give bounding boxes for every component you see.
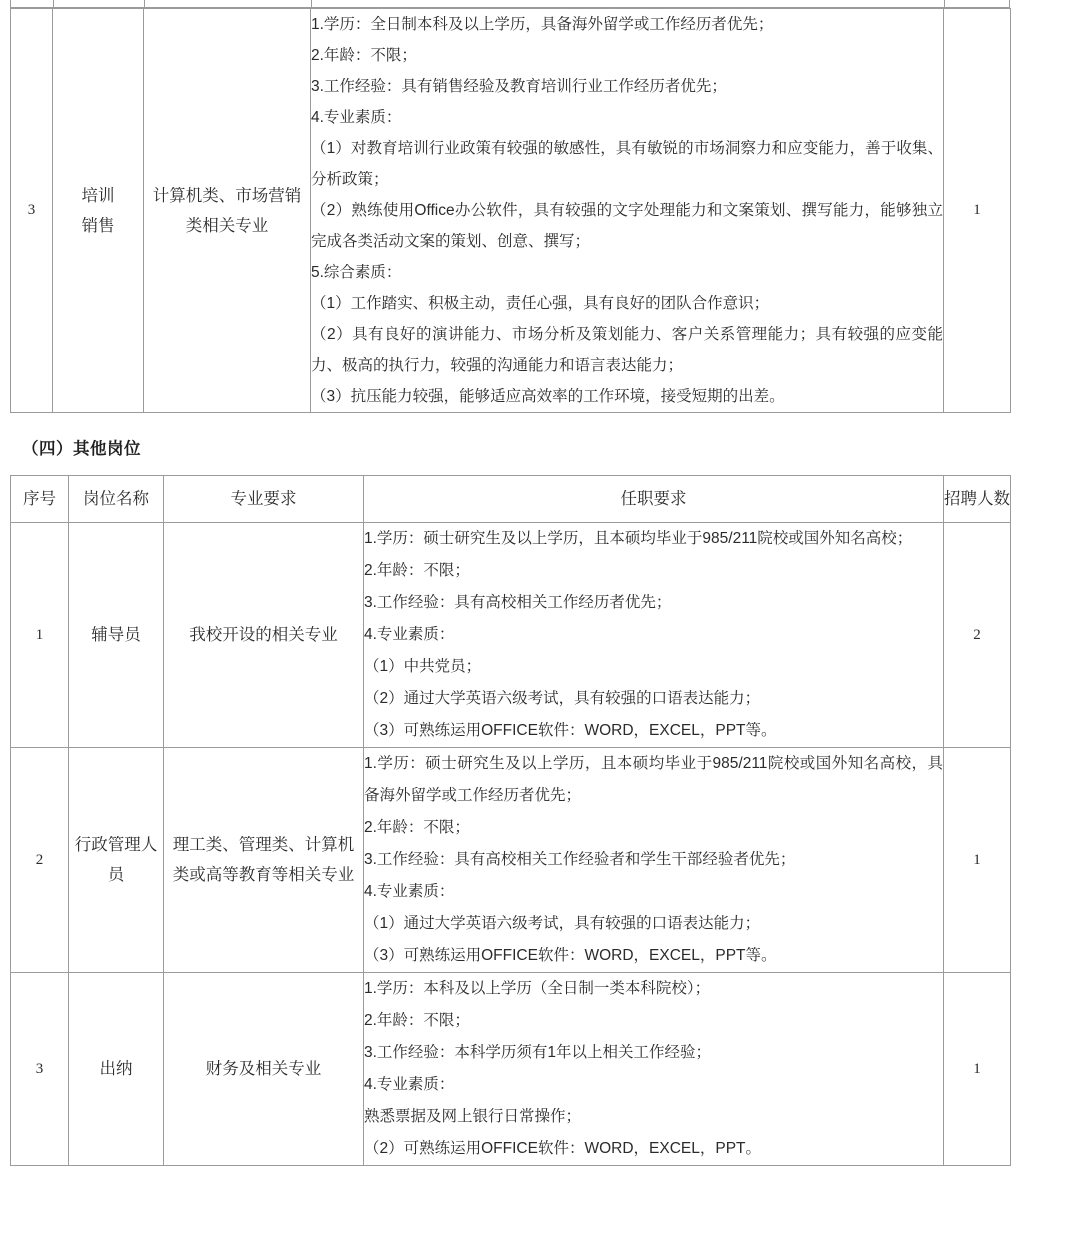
job-requirement-cell xyxy=(364,748,944,973)
post-name-line-2: 员 xyxy=(107,866,125,884)
requirement-line: （2）通过大学英语六级考试，具有较强的口语表达能力； xyxy=(364,690,761,707)
requirement-line: （1）工作踏实、积极主动，责任心强，具有良好的团队合作意识； xyxy=(311,295,770,312)
job-requirement-cell xyxy=(364,523,944,748)
requirement-line: （1）通过大学英语六级考试，具有较强的口语表达能力； xyxy=(364,915,761,932)
row-index: 3 xyxy=(11,973,69,1166)
major-requirement xyxy=(144,9,311,413)
post-name xyxy=(53,9,144,413)
table-row xyxy=(11,973,1011,1166)
header-count: 招聘人数 xyxy=(944,476,1011,523)
requirement-line: （1）对教育培训行业政策有较强的敏感性，具有敏锐的市场洞察力和应变能力，善于收集、分析政策； xyxy=(311,140,943,188)
table-header-row xyxy=(11,476,1011,523)
requirement-line: 4.专业素质： xyxy=(364,883,455,900)
requirement-line: 2.年龄：不限； xyxy=(364,1012,470,1029)
table-row xyxy=(11,523,1011,748)
requirement-line: 1.学历：硕士研究生及以上学历，且本硕均毕业于985/211院校或国外知名高校，具备海外留学或工作经历者优先； xyxy=(364,755,943,804)
requirement-line: 2.年龄：不限； xyxy=(364,819,470,836)
post-name xyxy=(69,523,164,748)
requirement-line: （2）具有良好的演讲能力、市场分析及策划能力、客户关系管理能力；具有较强的应变能力、极高的执行力，较强的沟通能力和语言表达能力； xyxy=(311,326,943,374)
requirement-line: （3）可熟练运用OFFICE软件：WORD，EXCEL，PPT等。 xyxy=(364,722,777,739)
requirement-line: 3.工作经验：具有高校相关工作经验者和学生干部经验者优先； xyxy=(364,851,796,868)
table-one-previous-row-edge xyxy=(10,0,1010,8)
requirement-line: （1）中共党员； xyxy=(364,658,482,675)
requirement-line: （3）抗压能力较强，能够适应高效率的工作环境，接受短期的出差。 xyxy=(311,388,785,405)
table-row xyxy=(11,9,1011,413)
post-name-line-1: 培训 xyxy=(81,186,115,205)
major-line-1: 理工类、管理类、计算机 xyxy=(172,836,355,854)
major-line-2: 类相关专业 xyxy=(185,216,269,235)
post-name-line-1: 辅导员 xyxy=(91,626,141,644)
post-name-line-1: 行政管理人 xyxy=(74,836,158,854)
header-requirement: 任职要求 xyxy=(364,476,944,523)
requirement-line: 4.专业素质： xyxy=(364,626,455,643)
requirement-line: 3.工作经验：具有销售经验及教育培训行业工作经历者优先； xyxy=(311,78,727,95)
requirement-line: 4.专业素质： xyxy=(364,1076,455,1093)
requirement-line: （2）熟练使用Office办公软件，具有较强的文字处理能力和文案策划、撰写能力，能够独立完成各类活动文案的策划、创意、撰写； xyxy=(311,202,943,250)
job-table-continuation xyxy=(10,8,1011,413)
requirement-line: 1.学历：硕士研究生及以上学历，且本硕均毕业于985/211院校或国外知名高校； xyxy=(364,530,913,547)
row-index: 3 xyxy=(11,9,53,413)
recruit-count: 1 xyxy=(944,973,1011,1166)
post-name xyxy=(69,748,164,973)
job-requirement-cell xyxy=(311,9,944,413)
requirement-line: 熟悉票据及网上银行日常操作； xyxy=(364,1108,582,1125)
requirement-line: 2.年龄：不限； xyxy=(311,47,417,64)
post-name xyxy=(69,973,164,1166)
major-requirement xyxy=(164,973,364,1166)
section-heading: （四）其他岗位 xyxy=(22,440,141,458)
header-major: 专业要求 xyxy=(164,476,364,523)
major-line-1: 财务及相关专业 xyxy=(205,1060,322,1078)
table-row xyxy=(11,748,1011,973)
requirement-line: （2）可熟练运用OFFICE软件：WORD，EXCEL，PPT。 xyxy=(364,1140,761,1157)
header-post: 岗位名称 xyxy=(69,476,164,523)
post-name-line-1: 出纳 xyxy=(99,1060,133,1078)
other-positions-table xyxy=(10,475,1011,1166)
requirement-line: 3.工作经验：本科学历须有1年以上相关工作经验； xyxy=(364,1044,712,1061)
job-requirement-cell xyxy=(364,973,944,1166)
requirement-line: 2.年龄：不限； xyxy=(364,562,470,579)
row-index: 2 xyxy=(11,748,69,973)
requirement-line: 3.工作经验：具有高校相关工作经历者优先； xyxy=(364,594,672,611)
major-line-1: 计算机类、市场营销 xyxy=(152,186,302,205)
requirement-line: 1.学历：全日制本科及以上学历，具备海外留学或工作经历者优先； xyxy=(311,16,774,33)
major-line-1: 我校开设的相关专业 xyxy=(189,626,338,644)
post-name-line-2: 销售 xyxy=(81,216,115,235)
requirement-line: 1.学历：本科及以上学历（全日制一类本科院校）； xyxy=(364,980,711,997)
recruit-count: 1 xyxy=(944,748,1011,973)
requirement-line: 4.专业素质： xyxy=(311,109,402,126)
requirement-line: 5.综合素质： xyxy=(311,264,402,281)
recruit-count: 2 xyxy=(944,523,1011,748)
major-requirement xyxy=(164,523,364,748)
major-requirement xyxy=(164,748,364,973)
header-no: 序号 xyxy=(11,476,69,523)
requirement-line: （3）可熟练运用OFFICE软件：WORD，EXCEL，PPT等。 xyxy=(364,947,777,964)
major-line-2: 类或高等教育等相关专业 xyxy=(172,866,355,884)
recruit-count: 1 xyxy=(944,9,1011,413)
row-index: 1 xyxy=(11,523,69,748)
